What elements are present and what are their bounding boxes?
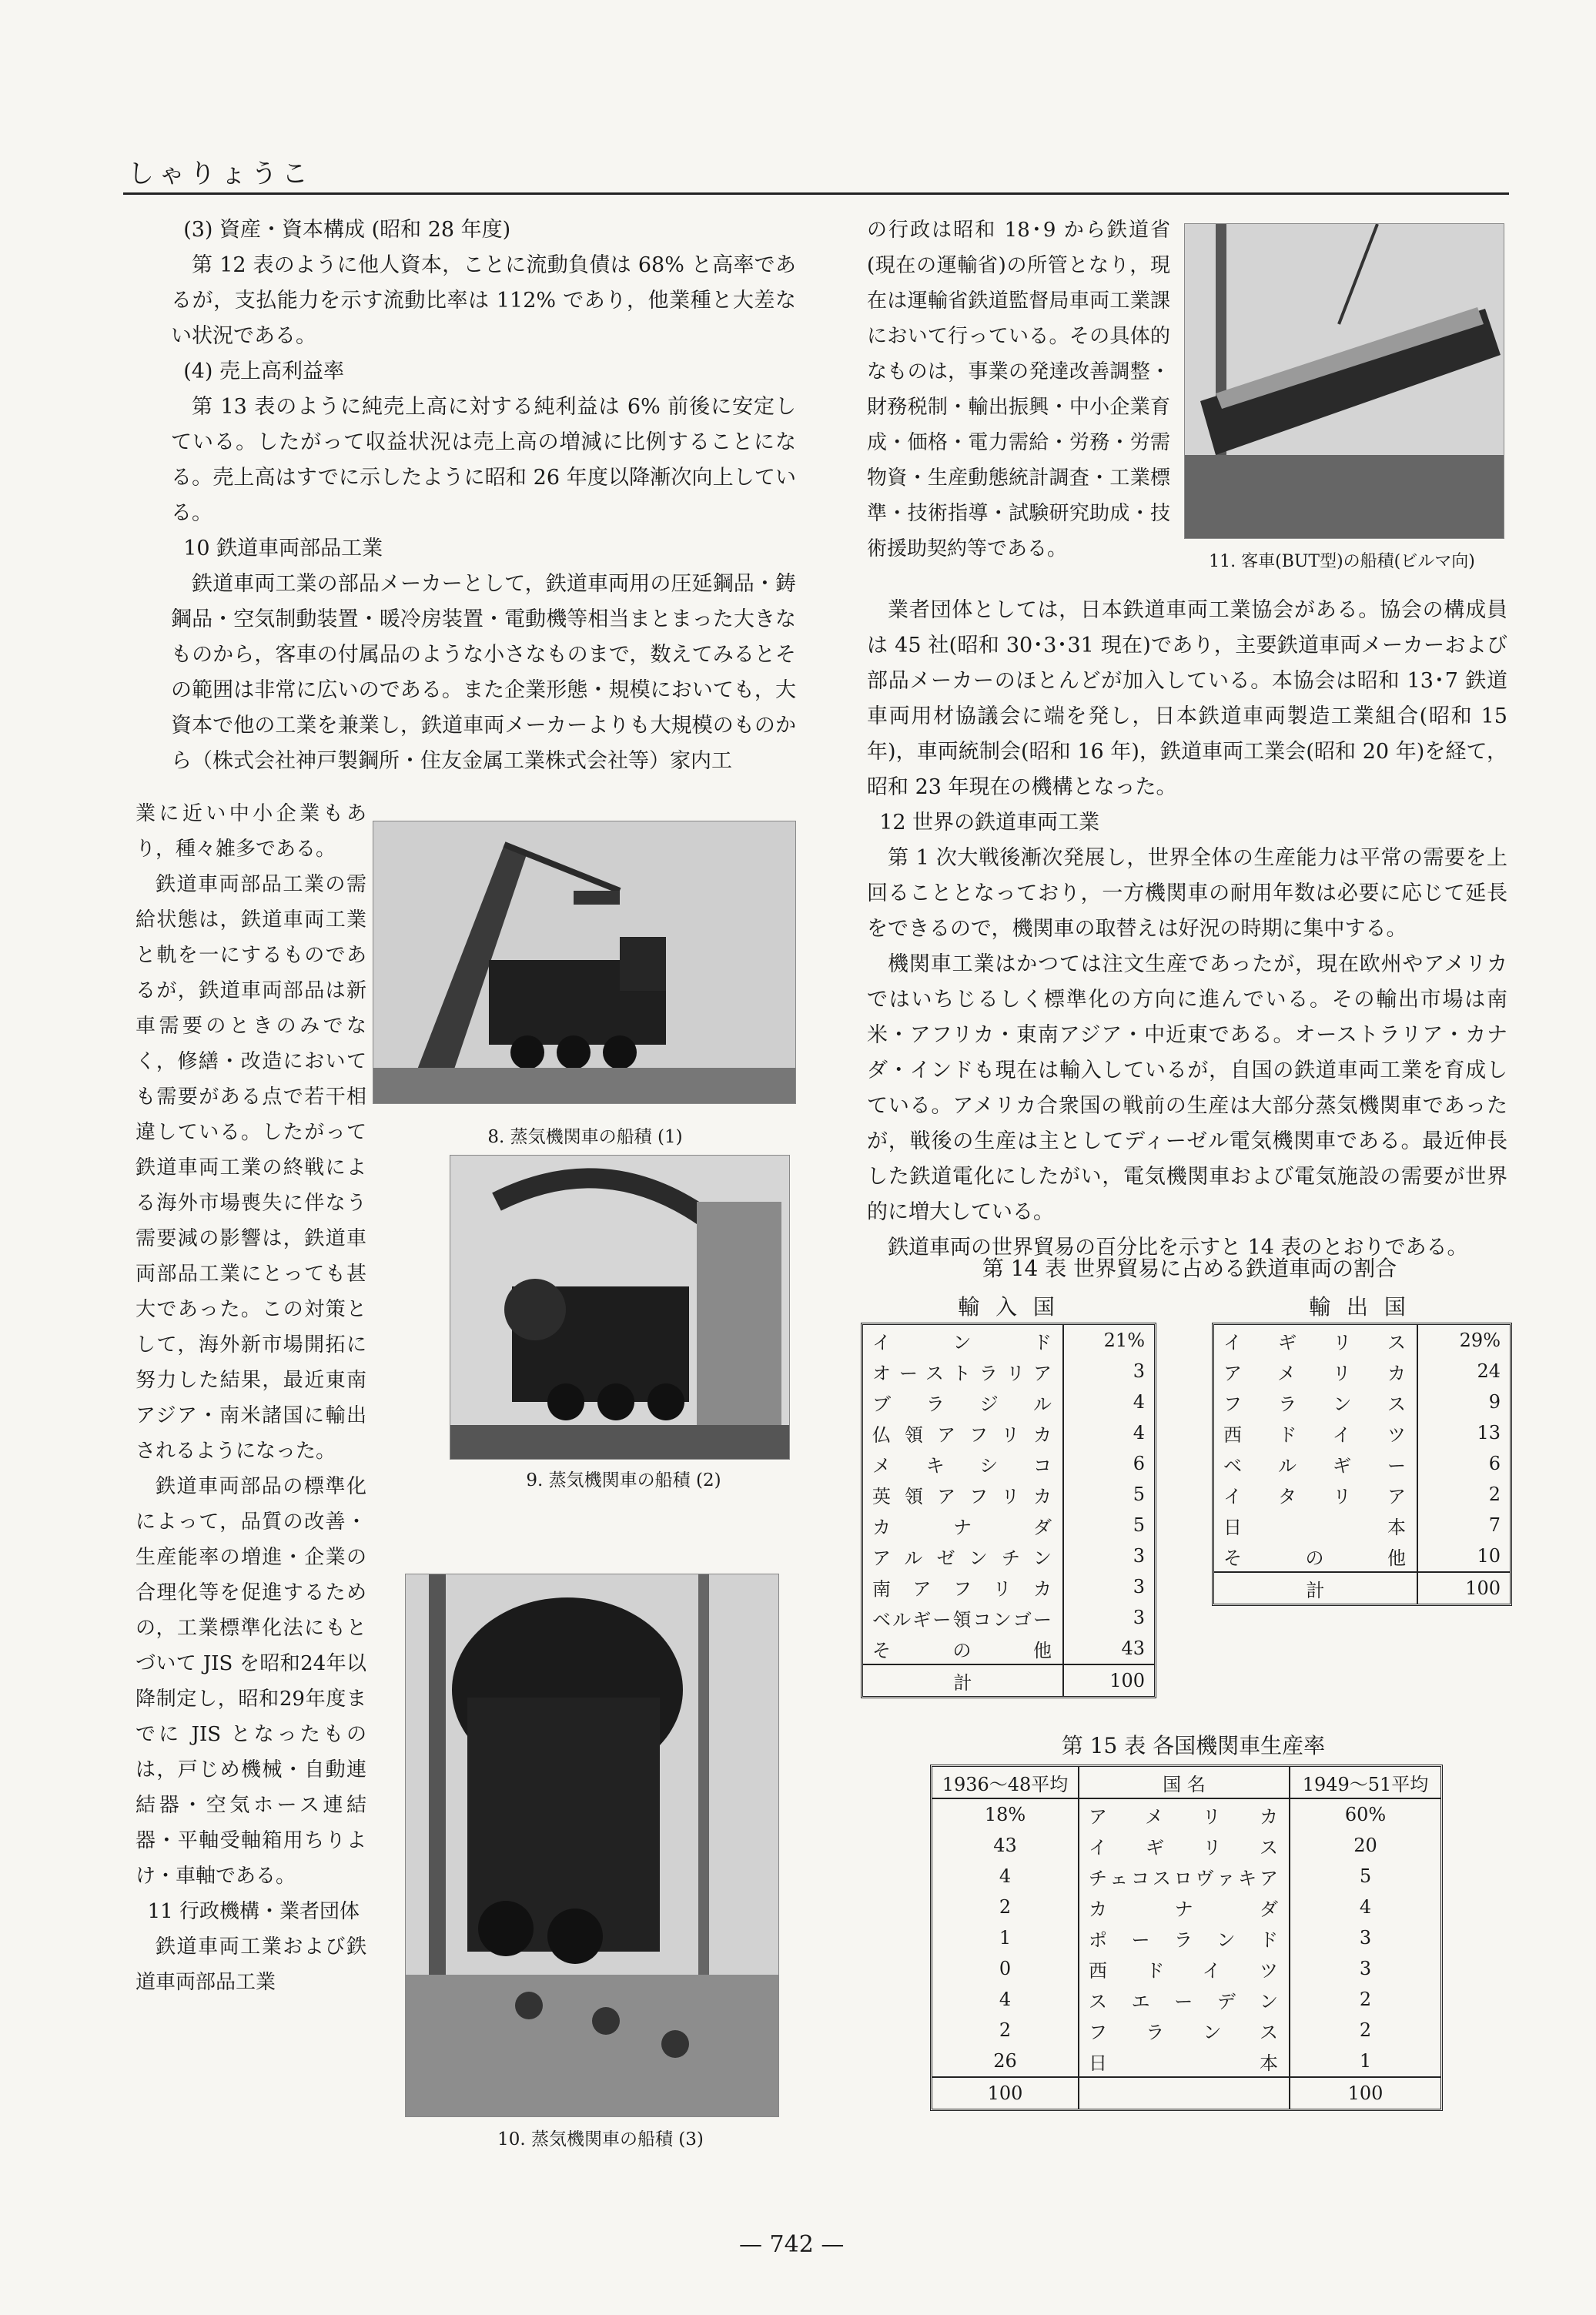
section-heading: 10 鉄道車両部品工業 <box>183 537 383 560</box>
country-cell: イギリス <box>1079 1830 1290 1861</box>
country-cell: 西ドイツ <box>1079 1953 1290 1984</box>
value-cell: 3 <box>1359 1927 1372 1949</box>
country-cell: メキシコ <box>863 1448 1063 1479</box>
paragraph: 機関車工業はかつては注文生産であったが，現在欧州やアメリカではいちじるしく標準化の方向に進んでいる。その輸出市場は南米・アフリカ・東南アジア・中近東である。オーストラリア・カナダ・インドも現在は輸入しているが，自国の鉄道車両工業を育成している。アメリカ合衆国の戦前の生産は大部分蒸気機関車であったが，戦後の生産は主としてディーゼル電気機関車である。最近伸長した鉄道電化にしたがい，電気機関車および電気施設の需要が世界的に増大している。 <box>867 952 1507 1224</box>
paragraph: 業に近い中小企業もあり，種々雑多である。 <box>136 802 366 861</box>
paragraph: 鉄道車両工業の部品メーカーとして，鉄道車両用の圧延鋼品・鋳鋼品・空気制動装置・暖冷房装置・電動機等相当まとまった大きなものから，客車の付属品のような小さなものまで，数えてみるとその範囲は非常に広いのである。また企業形態・規模においても，大資本で他の工業を兼業し，鉄道車両メーカーよりも大規模のものから（株式会社神戸製鋼所・住友金属工業株式会社等）家内工 <box>171 572 796 773</box>
country-cell: アメリカ <box>1214 1356 1417 1387</box>
photo-steam-loco-shipping-3 <box>405 1574 779 2117</box>
country-cell: イギリス <box>1214 1325 1417 1356</box>
total-label: 計 <box>863 1664 1063 1696</box>
table-row <box>932 2046 1440 2077</box>
value-cell: 1 <box>1359 2050 1372 2072</box>
paragraph: 鉄道車両部品の標準化によって，品質の改善・生産能率の増進・企業の合理化等を促進するための，工業標準化法にもとづいて JIS を昭和24年以降制定し，昭和29年度までに JIS となったものは，戸じめ機械・自動連結器・空気ホース連結器・平軸受軸箱用ちりよけ・車軸である。 <box>136 1475 366 1888</box>
production-table <box>930 1765 1443 2111</box>
total-label <box>1079 2077 1290 2109</box>
paragraph: 第 13 表のように純売上高に対する純利益は 6% 前後に安定している。したがって収益状況は売上高の増減に比例することになる。売上高はすでに示したように昭和 26 年度以降漸次向上している。 <box>171 395 796 525</box>
table-row <box>932 1830 1440 1861</box>
import-header: 輸 入 国 <box>958 1294 1059 1320</box>
total-label: 計 <box>1214 1572 1417 1604</box>
country-cell: フランス <box>1214 1387 1417 1417</box>
country-cell: 日本 <box>1079 2046 1290 2077</box>
country-cell: イタリア <box>1214 1479 1417 1510</box>
value-cell: 43 <box>932 1830 1079 1861</box>
country-cell: カナダ <box>1079 1892 1290 1922</box>
export-header: 輸 出 国 <box>1309 1294 1410 1320</box>
country-cell: チェコスロヴァキア <box>1079 1861 1290 1892</box>
total-row <box>1214 1572 1510 1604</box>
import-rows <box>863 1325 1154 1696</box>
value-cell: 6 <box>1488 1453 1501 1474</box>
photo-caption-9: 9. 蒸気機関車の船積 (2) <box>526 1470 721 1490</box>
crane-locomotive-illustration <box>450 1156 789 1459</box>
left-narrow-text <box>136 796 366 2000</box>
total-row <box>863 1664 1154 1696</box>
country-cell: フランス <box>1079 2015 1290 2046</box>
photo-steam-loco-shipping-1 <box>373 821 796 1104</box>
country-cell: 日本 <box>1214 1510 1417 1541</box>
table-row <box>1214 1541 1510 1572</box>
value-cell: 5 <box>1133 1484 1145 1505</box>
country-cell: スエーデン <box>1079 1984 1290 2015</box>
paragraph: 鉄道車両工業および鉄道車両部品工業 <box>136 1935 366 1994</box>
value-cell: 29% <box>1459 1330 1501 1351</box>
table-15-title: 第 15 表 各国機関車生産率 <box>1061 1733 1326 1758</box>
table-row <box>932 1922 1440 1953</box>
value-cell: 21% <box>1103 1330 1145 1351</box>
page-number: — 742 — <box>739 2231 845 2258</box>
country-cell: カナダ <box>863 1510 1063 1541</box>
section-heading: 12 世界の鉄道車両工業 <box>879 811 1100 835</box>
crane-locomotive-illustration <box>373 821 795 1103</box>
value-cell: 2 <box>932 2015 1079 2046</box>
value-cell: 3 <box>1359 1958 1372 1979</box>
value-cell: 26 <box>932 2046 1079 2077</box>
photo-caption-8: 8. 蒸気機関車の船積 (1) <box>487 1127 683 1147</box>
paragraph: の行政は昭和 18･9 から鉄道省(現在の運輸省)の所管となり，現在は運輸省鉄道監督局車両工業課において行っている。その具体的なものは，事業の発達改善調整・財務税制・輸出振興・中小企業育成・価格・電力需給・労務・労需物資・生産動態統計調査・工業標準・技術指導・試験研究助成・技術援助契約等である。 <box>867 219 1170 560</box>
country-cell: その他 <box>863 1633 1063 1664</box>
table-row <box>863 1325 1154 1356</box>
table-row <box>1214 1387 1510 1417</box>
value-cell: 2 <box>932 1892 1079 1922</box>
table-row <box>1214 1479 1510 1510</box>
header-row <box>932 1767 1440 1798</box>
country-cell: インド <box>863 1325 1063 1356</box>
value-cell: 4 <box>1133 1422 1145 1444</box>
country-cell: ポーランド <box>1079 1922 1290 1953</box>
running-header: しゃりょうこ <box>128 159 313 189</box>
value-cell: 3 <box>1133 1576 1145 1597</box>
table-row <box>1214 1510 1510 1541</box>
country-cell: 西ドイツ <box>1214 1417 1417 1448</box>
table-row <box>863 1510 1154 1541</box>
table-row <box>863 1602 1154 1633</box>
country-cell: アメリカ <box>1079 1798 1290 1830</box>
paragraph: 業者団体としては，日本鉄道車両工業協会がある。協会の構成員は 45 社(昭和 30･3･31 現在)であり，主要鉄道車両メーカーおよび部品メーカーのほとんどが加入している。本協会は昭和 13･7 鉄道車両用材協議会に端を発し，日本鉄道車両製造工業組合(昭和 15 年)，車両統制会(昭和 16 年)，鉄道車両工業会(昭和 20 年)を経て，昭和 23 年現在の機構となった。 <box>867 598 1507 799</box>
paragraph: 第 1 次大戦後漸次発展し，世界全体の生産能力は平常の需要を上回ることとなっており，一方機関車の耐用年数は必要に応じて延長をできるので，機関車の取替えは好況の時期に集中する。 <box>867 846 1507 941</box>
table-row <box>932 1984 1440 2015</box>
paragraph: 第 12 表のように他人資本，ことに流動負債は 68% と高率であるが，支払能力を示す流動比率は 112% であり，他業種と大差ない状況である。 <box>171 253 796 348</box>
paragraph: 鉄道車両の世界貿易の百分比を示すと 14 表のとおりである。 <box>888 1236 1468 1260</box>
column-header: 1936～48平均 <box>932 1767 1079 1798</box>
table-row <box>1214 1448 1510 1479</box>
value-cell: 20 <box>1353 1835 1377 1856</box>
value-cell: 4 <box>1359 1896 1372 1918</box>
value-cell: 2 <box>1359 1989 1372 2010</box>
header-rule <box>123 192 1509 195</box>
table-row <box>863 1633 1154 1664</box>
table-row <box>863 1448 1154 1479</box>
value-cell: 9 <box>1488 1391 1501 1413</box>
value-cell: 2 <box>1488 1484 1501 1505</box>
paragraph: 鉄道車両部品工業の需給状態は，鉄道車両工業と軌を一にするものであるが，鉄道車両部品は新車需要のときのみでなく，修繕・改造においても需要がある点で若干相違している。したがって鉄道車両工業の終戦による海外市場喪失に伴なう需要減の影響は，鉄道車両部品工業にとっても甚大であった。この対策として，海外新市場開拓に努力した結果，最近東南アジア・南米諸国に輸出されるようになった。 <box>136 873 366 1463</box>
section-heading: 11 行政機構・業者団体 <box>147 1900 360 1923</box>
table-row <box>1214 1417 1510 1448</box>
right-column-text <box>867 593 1507 1266</box>
total-value: 100 <box>1290 2077 1440 2109</box>
section-heading: (3) 資産・資本構成 (昭和 28 年度) <box>183 218 511 242</box>
value-cell: 18% <box>932 1798 1079 1830</box>
value-cell: 4 <box>932 1861 1079 1892</box>
value-cell: 6 <box>1133 1453 1145 1474</box>
photo-caption-10: 10. 蒸気機関車の船積 (3) <box>497 2129 704 2149</box>
country-cell: 南アフリカ <box>863 1571 1063 1602</box>
value-cell: 4 <box>932 1984 1079 2015</box>
country-cell: ブラジル <box>863 1387 1063 1417</box>
value-cell: 60% <box>1344 1804 1387 1825</box>
value-cell: 13 <box>1477 1422 1501 1444</box>
country-cell: その他 <box>1214 1541 1417 1572</box>
value-cell: 0 <box>932 1953 1079 1984</box>
photo-caption-11: 11. 客車(BUT型)の船積(ビルマ向) <box>1209 552 1475 571</box>
value-cell: 3 <box>1133 1360 1145 1382</box>
left-column-text <box>171 212 796 779</box>
table-row <box>863 1356 1154 1387</box>
crane-railcar-illustration <box>1185 224 1504 538</box>
value-cell: 5 <box>1133 1514 1145 1536</box>
photo-steam-loco-shipping-2 <box>450 1155 790 1460</box>
value-cell: 43 <box>1121 1638 1145 1659</box>
production-rows <box>932 1767 1440 2109</box>
table-row <box>932 1798 1440 1830</box>
table-14-title: 第 14 表 世界貿易に占める鉄道車両の割合 <box>982 1256 1397 1281</box>
total-value: 100 <box>1417 1572 1510 1604</box>
table-row <box>863 1417 1154 1448</box>
crane-locomotive-illustration <box>406 1574 778 2116</box>
value-cell: 4 <box>1133 1391 1145 1413</box>
total-row <box>932 2077 1440 2109</box>
export-rows <box>1214 1325 1510 1604</box>
table-row <box>932 2015 1440 2046</box>
value-cell: 24 <box>1477 1360 1501 1382</box>
value-cell: 1 <box>932 1922 1079 1953</box>
column-header: 1949～51平均 <box>1290 1767 1440 1798</box>
country-cell: 仏領アフリカ <box>863 1417 1063 1448</box>
value-cell: 7 <box>1488 1514 1501 1536</box>
table-row <box>863 1541 1154 1571</box>
table-row <box>1214 1356 1510 1387</box>
value-cell: 10 <box>1477 1545 1501 1567</box>
value-cell: 3 <box>1133 1607 1145 1628</box>
right-narrow-text <box>867 212 1170 567</box>
country-cell: 英領アフリカ <box>863 1479 1063 1510</box>
country-cell: アルゼンチン <box>863 1541 1063 1571</box>
value-cell: 2 <box>1359 2019 1372 2041</box>
total-value: 100 <box>932 2077 1079 2109</box>
country-cell: ベルギー <box>1214 1448 1417 1479</box>
table-row <box>932 1892 1440 1922</box>
total-value: 100 <box>1063 1664 1154 1696</box>
value-cell: 5 <box>1359 1865 1372 1887</box>
table-row <box>932 1953 1440 1984</box>
table-row <box>932 1861 1440 1892</box>
export-table <box>1212 1323 1512 1606</box>
section-heading: (4) 売上高利益率 <box>183 360 345 383</box>
country-cell: オーストラリア <box>863 1356 1063 1387</box>
value-cell: 3 <box>1133 1545 1145 1567</box>
column-header: 国 名 <box>1079 1767 1290 1798</box>
table-row <box>863 1479 1154 1510</box>
country-cell: ベルギー領コンゴー <box>863 1602 1063 1633</box>
table-row <box>1214 1325 1510 1356</box>
table-row <box>863 1387 1154 1417</box>
table-row <box>863 1571 1154 1602</box>
import-table <box>861 1323 1156 1698</box>
photo-passenger-car-shipping <box>1184 223 1504 539</box>
